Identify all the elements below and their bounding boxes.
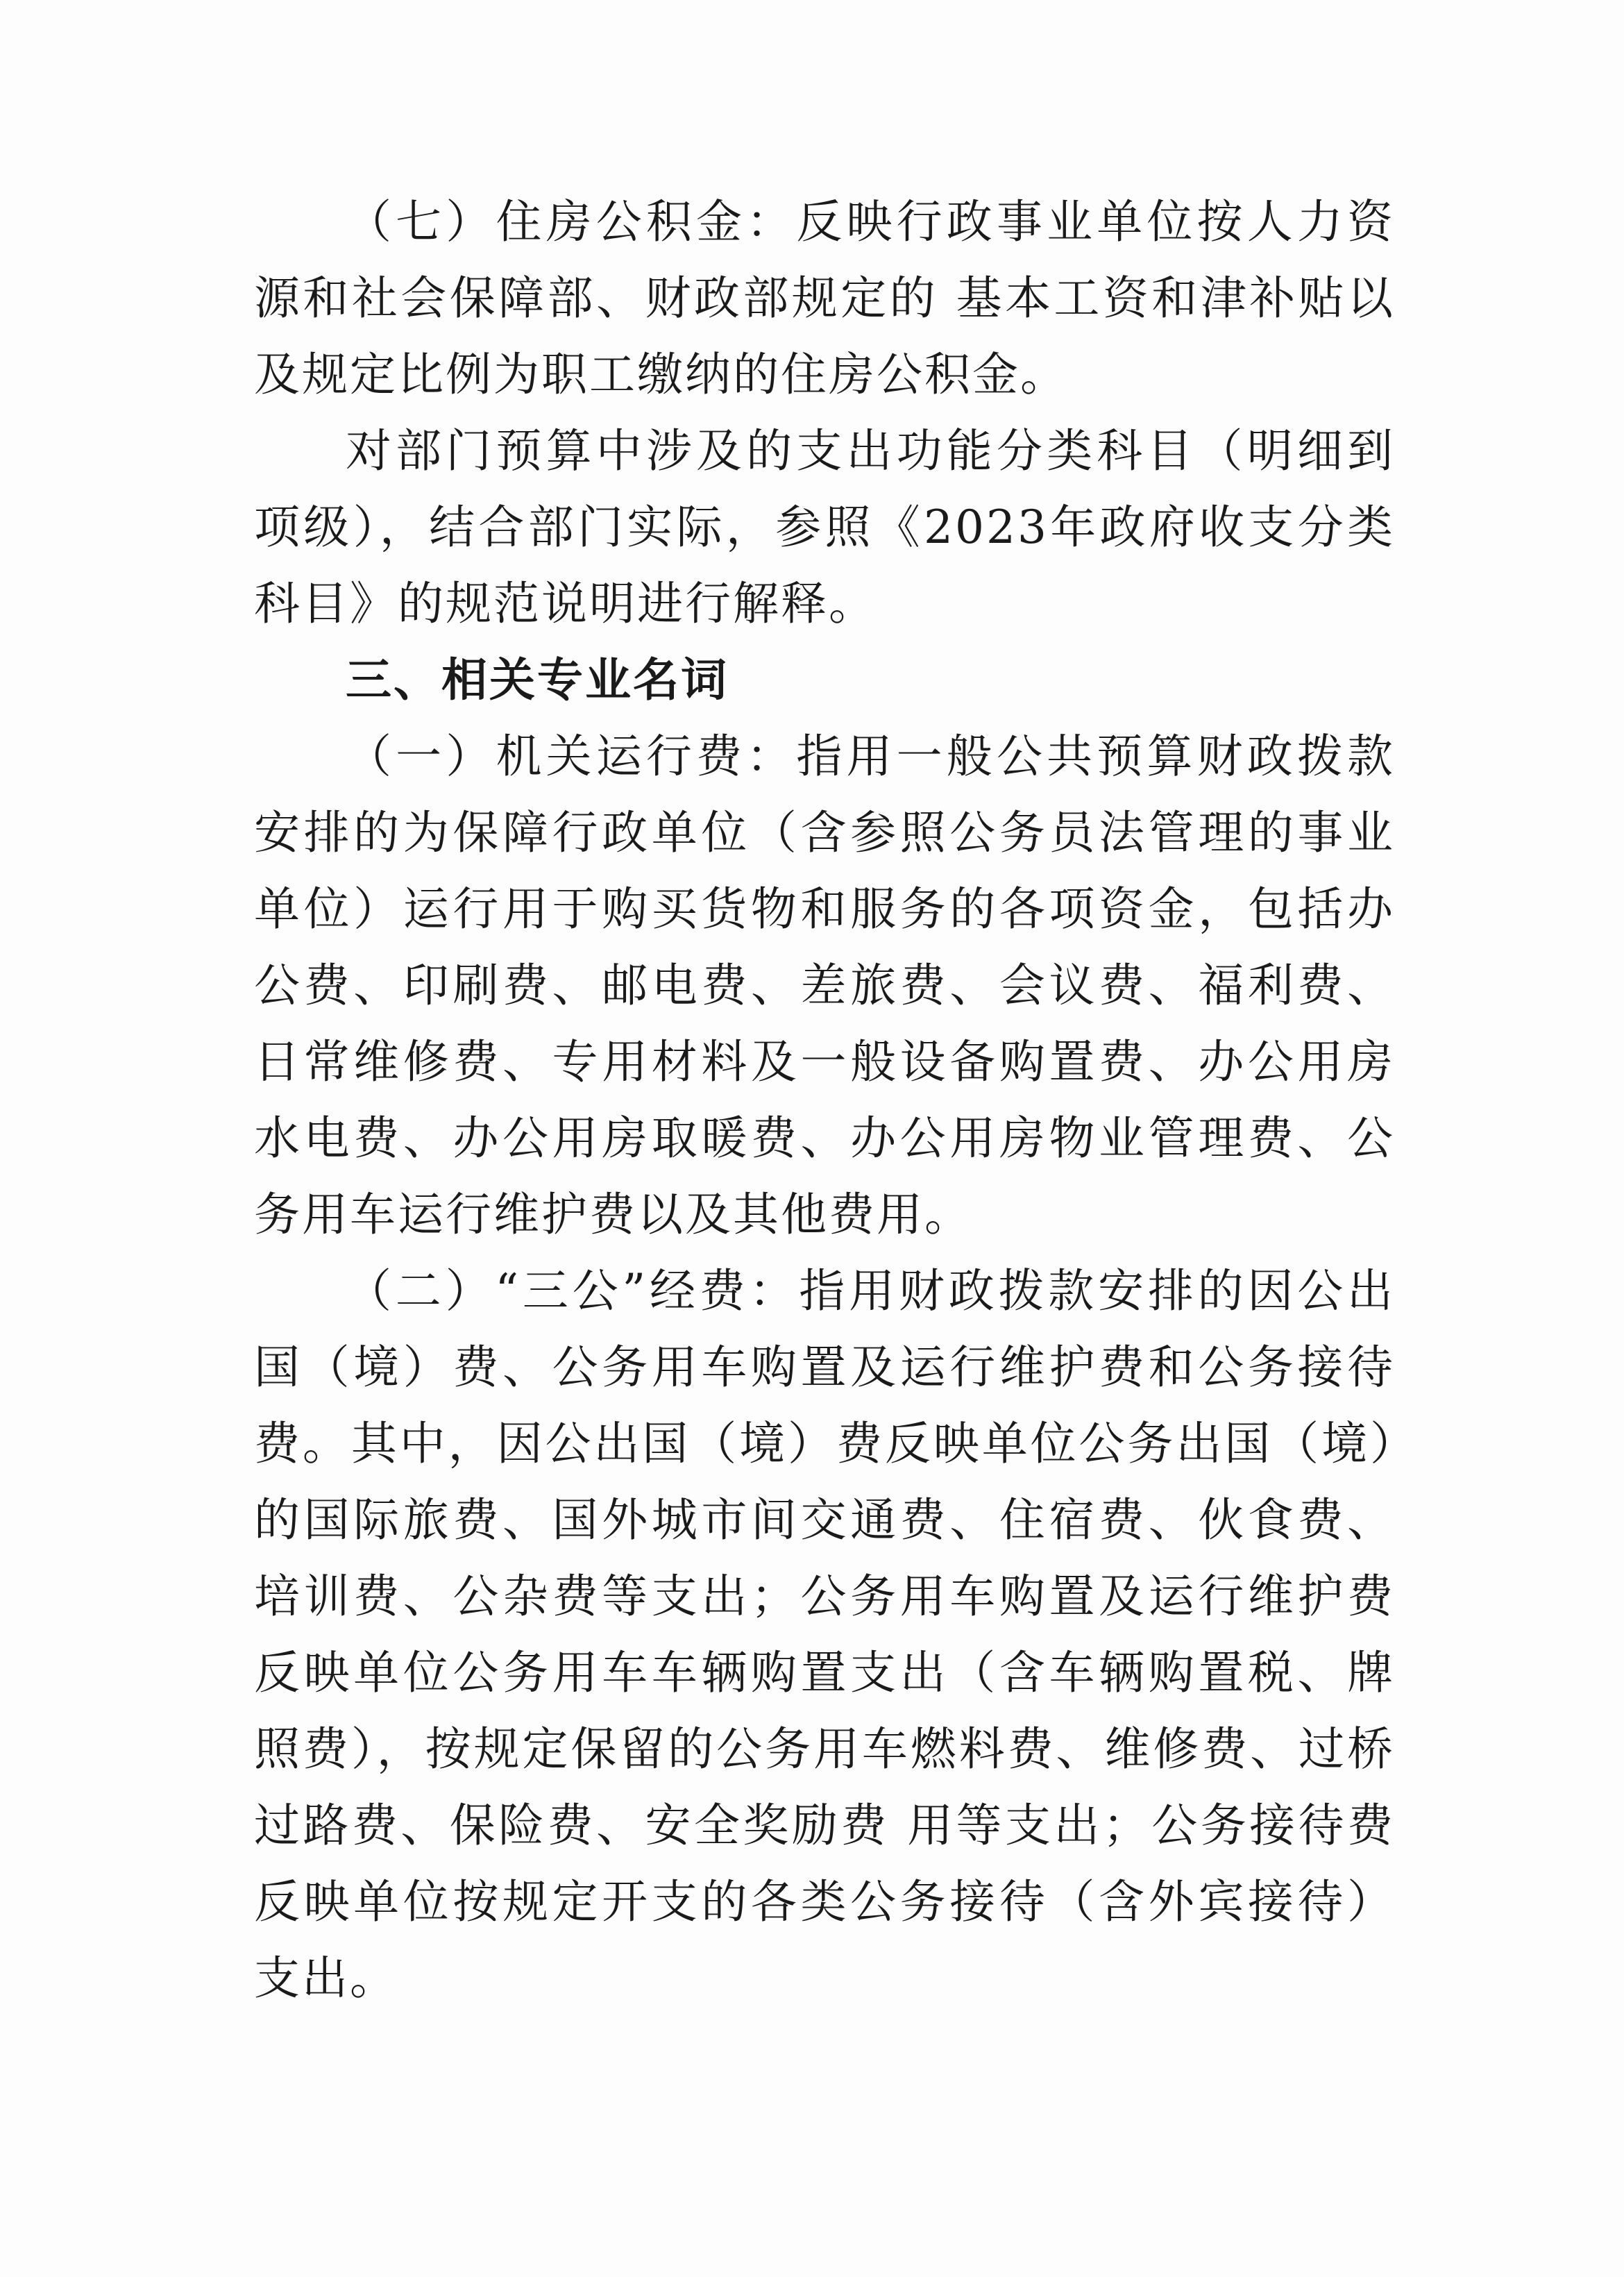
- document-body: [254, 184, 1395, 2017]
- paragraph-three-public-expenses: （二）“三公”经费：指用财政拨款安排的因公出国（境）费、公务用车购置及运行维护费和公务接待费。其中，因公出国（境）费反映单位公务出国（境）的国际旅费、国外城市间交通费、住宿费、伙食费、培训费、公杂费等支出；公务用车购置及运行维护费反映单位公务用车车辆购置支出（含车辆购置税、牌照费），按规定保留的公务用车燃料费、维修费、过桥过路费、保险费、安全奖励费 用等支出；公务接待费反映单位按规定开支的各类公务接待（含外宾接待）支出。: [254, 1264, 1395, 2005]
- paragraph-classification-note: 对部门预算中涉及的支出功能分类科目（明细到项级），结合部门实际，参照《2023年政府收支分类科目》的规范说明进行解释。: [254, 424, 1395, 630]
- section-heading-terms: 三、相关专业名词: [346, 653, 729, 707]
- paragraph-operating-expenses: （一）机关运行费：指用一般公共预算财政拨款安排的为保障行政单位（含参照公务员法管理的事业单位）运行用于购买货物和服务的各项资金，包括办公费、印刷费、邮电费、差旅费、会议费、福利费、日常维修费、专用材料及一般设备购置费、办公用房水电费、办公用房取暖费、办公用房物业管理费、公务用车运行维护费以及其他费用。: [254, 730, 1395, 1241]
- paragraph-housing-fund: （七）住房公积金：反映行政事业单位按人力资源和社会保障部、财政部规定的 基本工资和津补贴以及规定比例为职工缴纳的住房公积金。: [254, 195, 1395, 401]
